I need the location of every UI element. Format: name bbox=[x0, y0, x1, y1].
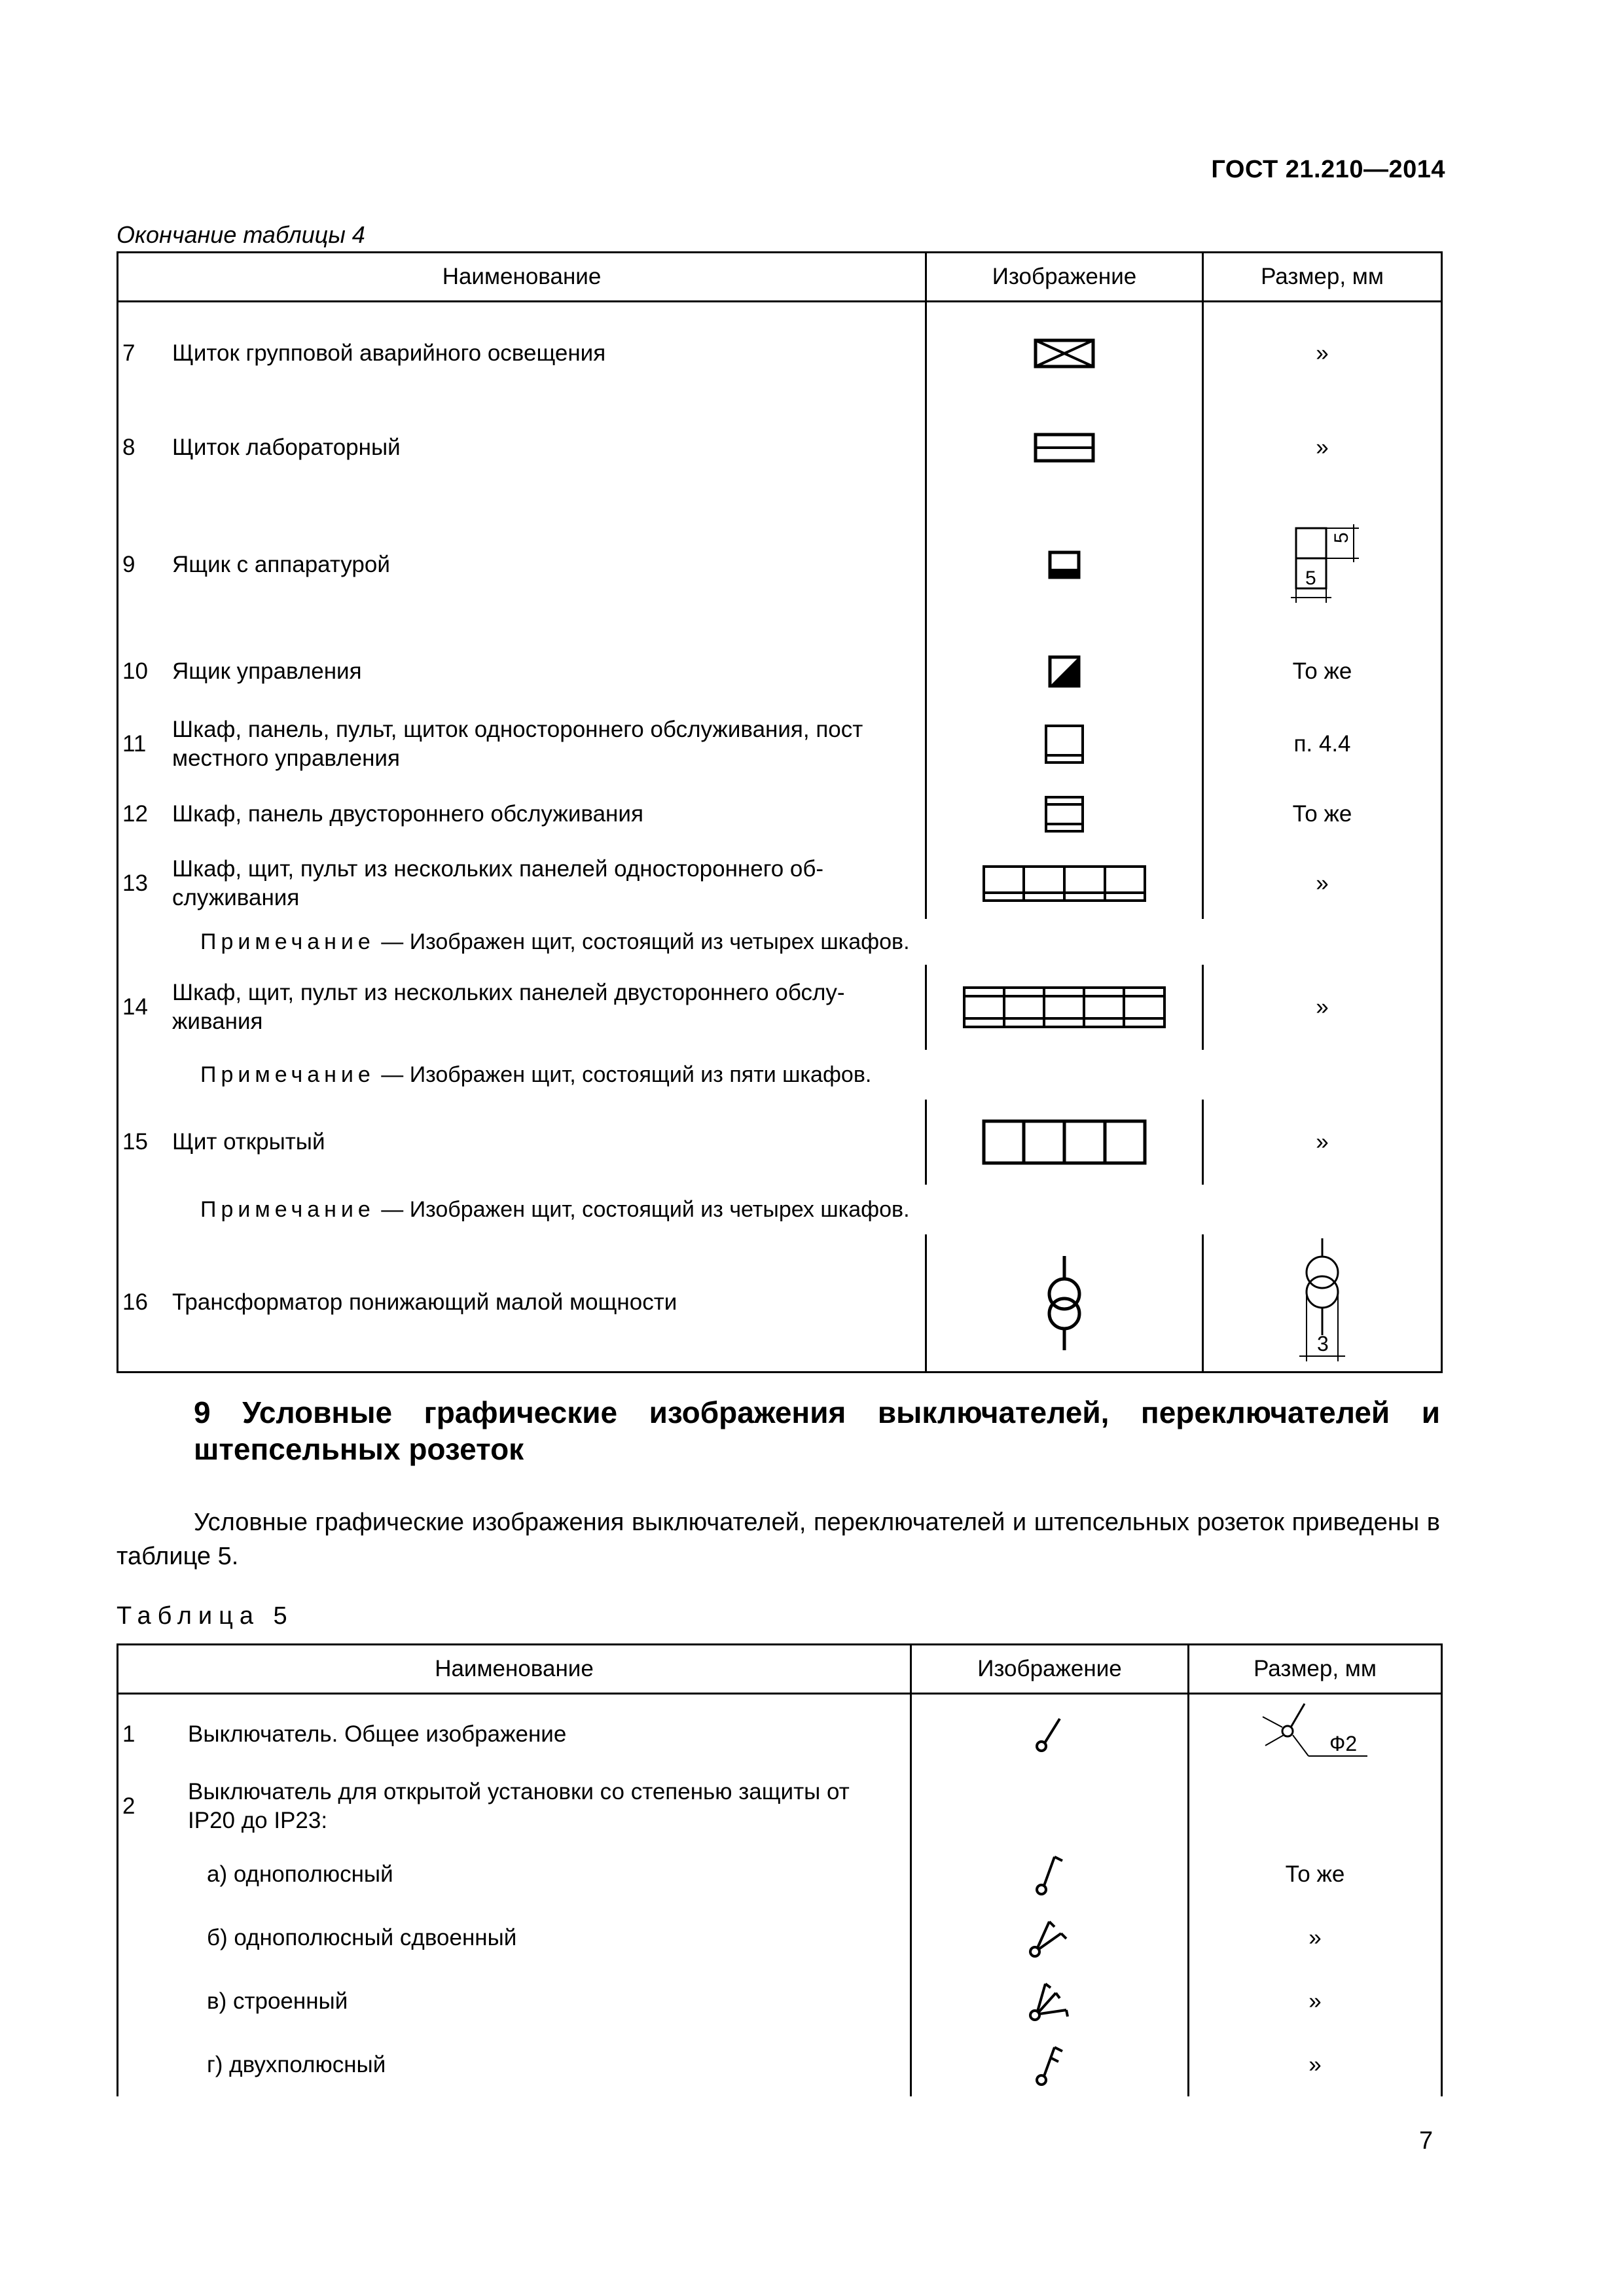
col-header-name: Наименование bbox=[118, 1645, 911, 1694]
document-code: ГОСТ 21.210—2014 bbox=[1211, 156, 1445, 183]
row-number: 16 bbox=[122, 1289, 148, 1316]
table-note bbox=[118, 1050, 1442, 1100]
table-row bbox=[118, 708, 1442, 780]
row-number: 10 bbox=[122, 658, 148, 684]
row-number: 1 bbox=[122, 1721, 135, 1747]
row-name: Щит открытый bbox=[172, 1129, 325, 1155]
size-dimension-drawing bbox=[1276, 519, 1368, 611]
row-size: То же bbox=[1203, 635, 1442, 708]
size-dimension-drawing bbox=[1286, 1237, 1358, 1368]
row-name: Шкаф, щит, пульт из нескольких панелей одностороннего об-служивания bbox=[172, 856, 824, 910]
row-size: » bbox=[1203, 848, 1442, 919]
row-name: Щиток лабораторный bbox=[172, 435, 401, 460]
step-down-transformer-icon bbox=[1041, 1253, 1087, 1352]
dim-label: 3 bbox=[1317, 1332, 1329, 1356]
row-size: » bbox=[1189, 1906, 1442, 1969]
row-number: 7 bbox=[122, 340, 135, 366]
table-row bbox=[118, 1234, 1442, 1372]
row-number: 15 bbox=[122, 1129, 148, 1155]
col-header-size: Размер, мм bbox=[1203, 253, 1442, 302]
multi-panel-double-sided-icon bbox=[962, 986, 1166, 1029]
table-row bbox=[118, 848, 1442, 919]
row-number: 9 bbox=[122, 552, 135, 577]
row-name: Ящик с аппаратурой bbox=[172, 552, 390, 577]
table-row bbox=[118, 1842, 1442, 1906]
single-sided-cabinet-icon bbox=[1044, 724, 1085, 764]
note-label: Примечание bbox=[200, 1197, 375, 1222]
table-row bbox=[118, 1698, 1442, 1770]
switch-single-pole-double-icon bbox=[1027, 1915, 1073, 1961]
table-row bbox=[118, 1969, 1442, 2033]
table-row bbox=[118, 1906, 1442, 1969]
col-header-size: Размер, мм bbox=[1189, 1645, 1442, 1694]
open-switchboard-icon bbox=[982, 1119, 1147, 1165]
note-text: — Изображен щит, состоящий из четырех шкафов. bbox=[381, 1197, 910, 1222]
row-number: 8 bbox=[122, 435, 135, 460]
col-header-image: Изображение bbox=[926, 253, 1203, 302]
row-size: » bbox=[1203, 306, 1442, 401]
switch-triple-icon bbox=[1027, 1979, 1073, 2024]
size-dimension-drawing bbox=[1256, 1698, 1374, 1770]
row-size: » bbox=[1189, 2033, 1442, 2096]
equipment-box-icon bbox=[1048, 550, 1081, 579]
dim-label: Ф2 bbox=[1329, 1732, 1358, 1755]
row-name: Ящик управления bbox=[172, 658, 362, 684]
row-name: Шкаф, щит, пульт из нескольких панелей двустороннего обслу-живания bbox=[172, 980, 845, 1034]
double-sided-cabinet-icon bbox=[1044, 795, 1085, 833]
table-5 bbox=[117, 1643, 1443, 2096]
switch-two-pole-icon bbox=[1034, 2042, 1066, 2088]
table-row bbox=[118, 1770, 1442, 1842]
note-text: — Изображен щит, состоящий из четырех шкафов. bbox=[381, 929, 910, 954]
table-row bbox=[118, 780, 1442, 848]
row-name: Щиток групповой аварийного освещения bbox=[172, 340, 606, 366]
table-row bbox=[118, 495, 1442, 635]
table-row bbox=[118, 401, 1442, 495]
row-size: п. 4.4 bbox=[1203, 708, 1442, 780]
row-name: Шкаф, панель, пульт, щиток одностороннего обслуживания, пост местного управления bbox=[172, 717, 863, 771]
row-name: Выключатель. Общее изображение bbox=[188, 1721, 567, 1747]
row-size: » bbox=[1203, 965, 1442, 1050]
col-header-name: Наименование bbox=[118, 253, 926, 302]
table-4 bbox=[117, 251, 1443, 1373]
row-name: Выключатель для открытой установки со степенью защиты от IP20 до IP23: bbox=[188, 1779, 850, 1833]
row-name: Трансформатор понижающий малой мощности bbox=[172, 1289, 677, 1316]
multi-panel-single-sided-icon bbox=[982, 865, 1147, 903]
control-box-icon bbox=[1048, 655, 1081, 688]
dim-label-b: 5 bbox=[1305, 567, 1316, 589]
table-row bbox=[118, 1100, 1442, 1185]
row-size: » bbox=[1203, 1100, 1442, 1185]
table-note bbox=[118, 919, 1442, 965]
row-number: 2 bbox=[122, 1793, 135, 1819]
note-label: Примечание bbox=[200, 929, 375, 954]
dim-label-a: 5 bbox=[1331, 532, 1352, 543]
table-note bbox=[118, 1185, 1442, 1234]
table-row bbox=[118, 965, 1442, 1050]
row-number: 14 bbox=[122, 994, 148, 1020]
row-name: а) однополюсный bbox=[207, 1861, 393, 1887]
note-text: — Изображен щит, состоящий из пяти шкафов. bbox=[381, 1062, 872, 1087]
row-name: б) однополюсный сдвоенный bbox=[207, 1924, 517, 1950]
row-size: » bbox=[1203, 401, 1442, 495]
row-name: в) строенный bbox=[207, 1988, 348, 2014]
row-size: То же bbox=[1203, 780, 1442, 848]
note-label: Примечание bbox=[200, 1062, 375, 1087]
section-title: 9 Условные графические изображения выключателей, переключателей и штепсельных розеток bbox=[194, 1395, 1440, 1466]
table-row bbox=[118, 635, 1442, 708]
page-number: 7 bbox=[1419, 2127, 1434, 2155]
row-number: 12 bbox=[122, 801, 148, 827]
row-number: 13 bbox=[122, 870, 148, 896]
laboratory-panel-icon bbox=[1034, 433, 1095, 463]
table-row bbox=[118, 306, 1442, 401]
switch-single-pole-icon bbox=[1034, 1852, 1066, 1897]
col-header-image: Изображение bbox=[911, 1645, 1189, 1694]
row-name: г) двухполюсный bbox=[207, 2051, 386, 2077]
emergency-lighting-panel-icon bbox=[1034, 338, 1095, 368]
row-size: » bbox=[1189, 1969, 1442, 2033]
row-number: 11 bbox=[122, 731, 147, 757]
table5-caption: Таблица 5 bbox=[117, 1602, 294, 1630]
section-paragraph: Условные графические изображения выключателей, переключателей и штепсельных розеток приведены в таблице 5. bbox=[117, 1509, 1440, 1570]
row-size: То же bbox=[1189, 1842, 1442, 1906]
table-row bbox=[118, 2033, 1442, 2096]
row-name: Шкаф, панель двустороннего обслуживания bbox=[172, 801, 643, 827]
table4-caption: Окончание таблицы 4 bbox=[117, 221, 365, 248]
switch-general-icon bbox=[1034, 1715, 1066, 1754]
